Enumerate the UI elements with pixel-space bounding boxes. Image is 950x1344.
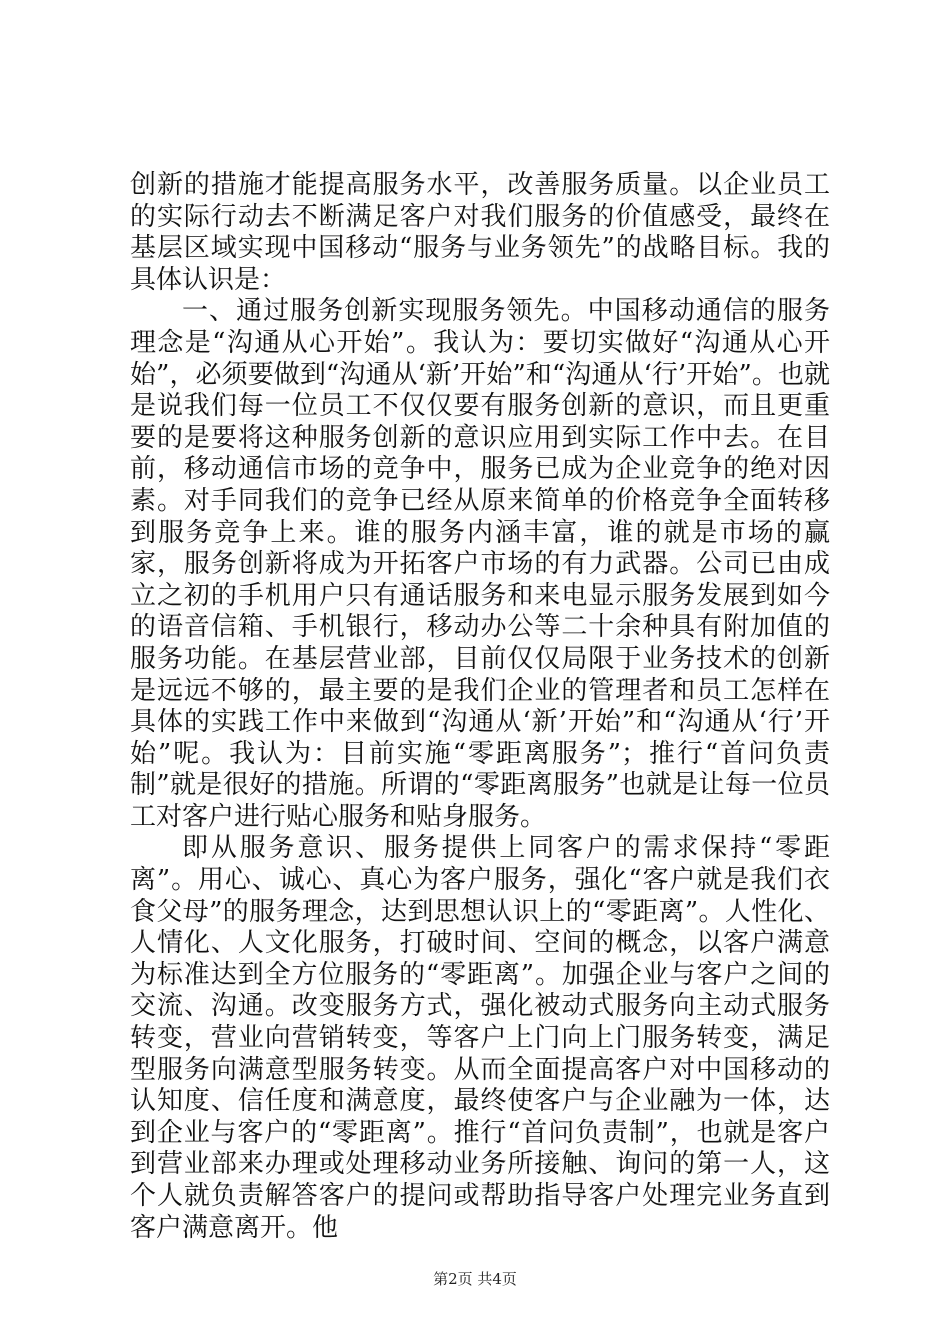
paragraph-2: 一、通过服务创新实现服务领先。中国移动通信的服务理念是“沟通从心开始”。我认为：要切实做好“沟通从心开始”，必须要做到“沟通从‘新’开始”和“沟通从‘行’开始”。也就是说我们每一位员工不仅仅要有服务创新的意识，而且更重要的是要将这种服务创新的意识应用到实际工作中去。在目前，移动通信市场的竞争中，服务已成为企业竞争的绝对因素。对手同我们的竞争已经从原来简单的价格竞争全面转移到服务竞争上来。谁的服务内涵丰富，谁的就是市场的赢家，服务创新将成为开拓客户市场的有力武器。公司已由成立之初的手机用户只有通话服务和来电显示服务发展到如今的语音信箱、手机银行，移动办公等二十余种具有附加值的服务功能。在基层营业部，目前仅仅局限于业务技术的创新是远远不够的，最主要的是我们企业的管理者和员工怎样在具体的实践工作中来做到“沟通从‘新’开始”和“沟通从‘行’开始”呢。我认为：目前实施“零距离服务”；推行“首问负责制”就是很好的措施。所谓的“零距离服务”也就是让每一位员工对客户进行贴心服务和贴身服务。 — [130, 296, 830, 832]
page-footer: 第2页 共4页 — [433, 1270, 517, 1288]
paragraph-3: 即从服务意识、服务提供上同客户的需求保持“零距离”。用心、诚心、真心为客户服务，强化“客户就是我们衣食父母”的服务理念，达到思想认识上的“零距离”。人性化、人情化、人文化服务，打破时间、空间的概念，以客户满意为标准达到全方位服务的“零距离”。加强企业与客户之间的交流、沟通。改变服务方式，强化被动式服务向主动式服务转变，营业向营销转变，等客户上门向上门服务转变，满足型服务向满意型服务转变。从而全面提高客户对中国移动的认知度、信任度和满意度，最终使客户与企业融为一体，达到企业与客户的“零距离”。推行“首问负责制”，也就是客户到营业部来办理或处理移动业务所接触、询问的第一人，这个人就负责解答客户的提问或帮助指导客户处理完业务直到客户满意离开。他 — [130, 833, 830, 1243]
document-body — [130, 170, 830, 1244]
paragraph-1: 创新的措施才能提高服务水平，改善服务质量。以企业员工的实际行动去不断满足客户对我们服务的价值感受，最终在基层区域实现中国移动“服务与业务领先”的战略目标。我的具体认识是： — [130, 170, 830, 295]
